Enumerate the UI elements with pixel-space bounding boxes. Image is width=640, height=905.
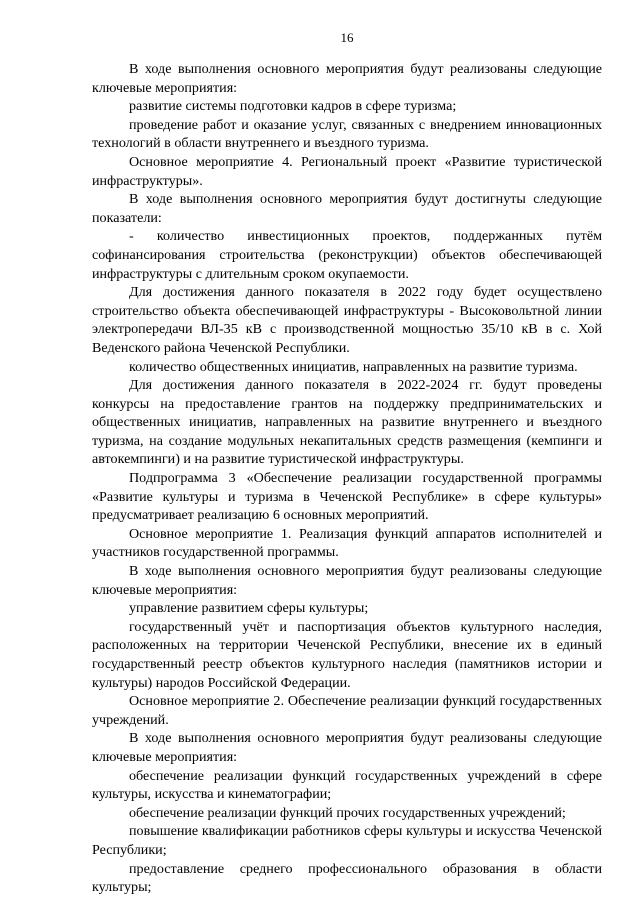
- paragraph: Основное мероприятие 1. Реализация функций аппаратов исполнителей и участников государственной программы.: [92, 525, 602, 561]
- paragraph: - количество инвестиционных проектов, поддержанных путём софинансирования строительства (реконструкции) объектов обеспечивающей инфраструктуры с длительным сроком окупаемости.: [92, 228, 602, 282]
- paragraph: управление развитием сферы культуры;: [129, 600, 369, 617]
- paragraph: В ходе выполнения основного мероприятия будут реализованы следующие ключевые мероприятия:: [92, 563, 602, 598]
- paragraph: количество общественных инициатив, направленных на развитие туризма.: [129, 358, 578, 375]
- paragraph: В ходе выполнения основного мероприятия будут реализованы следующие ключевые мероприятия:: [92, 730, 602, 765]
- page-number: 16: [340, 30, 354, 45]
- paragraph: государственный учёт и паспортизация объектов культурного наследия, расположенных на территории Чеченской Республики, внесение их в единый государственный реестр объектов культурного наследия (памятников истории и культуры) народов Российской Федерации.: [92, 618, 602, 691]
- paragraph: предоставление среднего профессионального образования в области культуры;: [92, 860, 602, 896]
- paragraph: В ходе выполнения основного мероприятия будут реализованы следующие ключевые мероприятия:: [92, 61, 602, 96]
- paragraph: развитие системы подготовки кадров в сфере туризма;: [129, 98, 457, 115]
- paragraph: Основное мероприятие 4. Региональный проект «Развитие туристической инфраструктуры».: [92, 153, 602, 189]
- paragraph: Для достижения данного показателя в 2022-2024 гг. будут проведены конкурсы на предоставление грантов на поддержку предпринимательских и общественных инициатив, направленных на развитие внутреннего и въездного туризма, на создание модульных некапитальных средств размещения (кемпинги и автокемпинги) и на развитие туристической инфраструктуры.: [92, 377, 602, 468]
- paragraph: повышение квалификации работников сферы культуры и искусства Чеченской Республики;: [92, 823, 602, 858]
- paragraph: Подпрограмма 3 «Обеспечение реализации государственной программы «Развитие культуры и туризма в Чеченской Республике» в сфере культуры» предусматривает реализацию 6 основных мероприятий.: [92, 470, 602, 524]
- paragraph: В ходе выполнения основного мероприятия будут достигнуты следующие показатели:: [92, 191, 602, 226]
- paragraph: обеспечение реализации функций государственных учреждений в сфере культуры, искусства и кинематографии;: [92, 767, 602, 803]
- paragraph: проведение работ и оказание услуг, связанных с внедрением инновационных технологий в области внутреннего и въездного туризма.: [92, 116, 602, 152]
- paragraph: Для достижения данного показателя в 2022 году будет осуществлено строительство объекта обеспечивающей инфраструктуры - Высоковольтной линии электропередачи ВЛ-35 кВ с производственной мощностью 35/10 кВ в с. Хой Веденского района Чеченской Республики.: [92, 284, 602, 356]
- paragraph: Основное мероприятие 2. Обеспечение реализации функций государственных учреждений.: [92, 693, 602, 728]
- paragraph: обеспечение реализации функций прочих государственных учреждений;: [129, 804, 566, 821]
- document-body: [92, 60, 602, 897]
